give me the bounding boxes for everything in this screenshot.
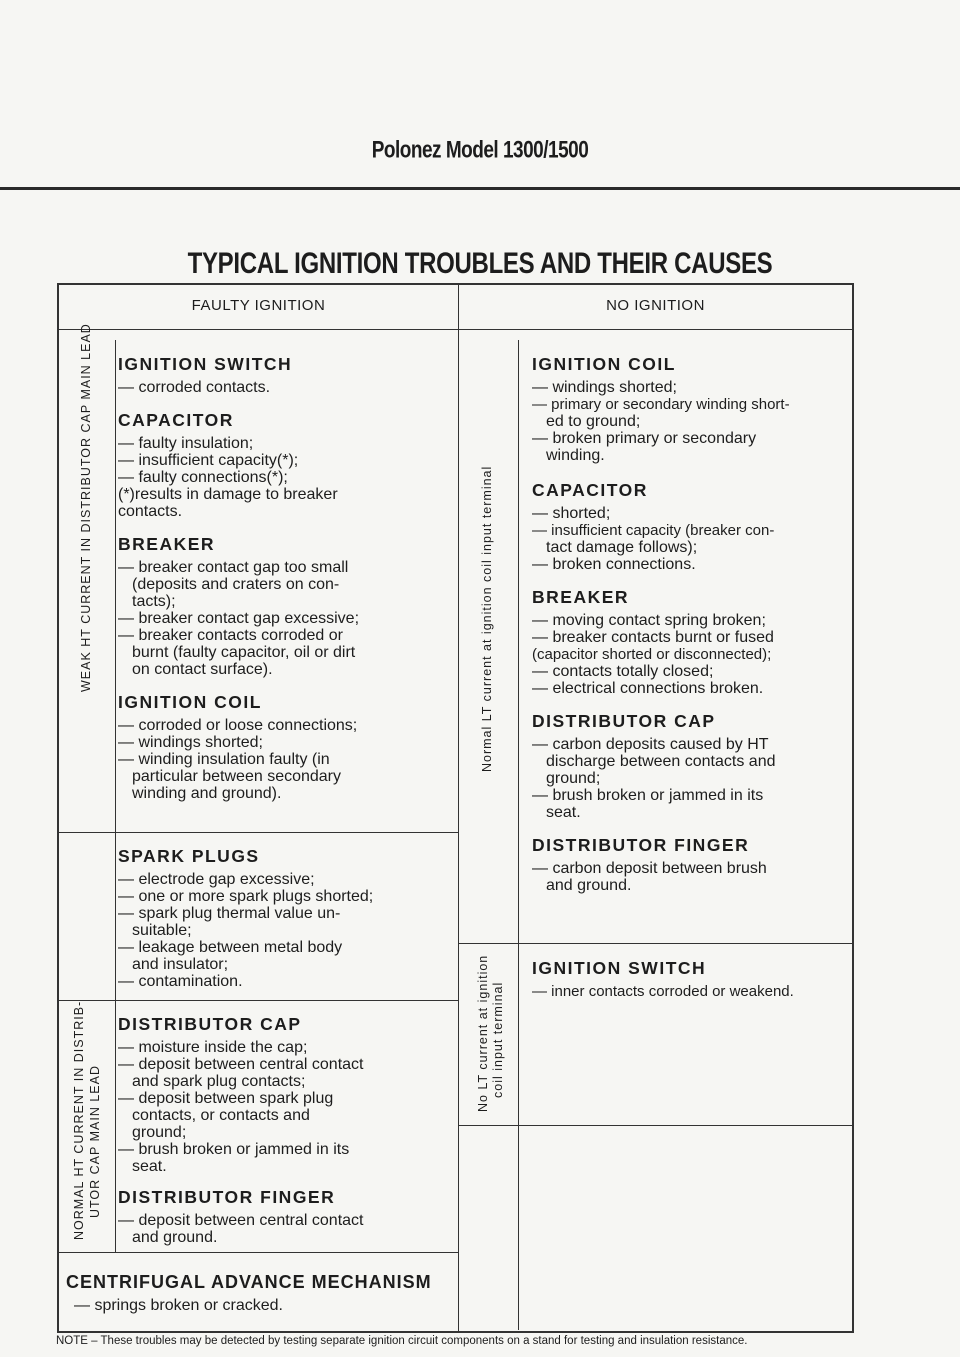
cause-item: contacts. bbox=[118, 503, 183, 520]
left-divider-2 bbox=[59, 1000, 458, 1001]
trouble-group bbox=[118, 1014, 458, 1175]
left-footer-section bbox=[66, 1272, 458, 1314]
cause-item: contacts, or contacts and bbox=[132, 1107, 310, 1124]
cause-item: — breaker contact gap excessive; bbox=[118, 610, 360, 627]
trouble-group bbox=[118, 692, 458, 802]
cause-item: — deposit between central contact bbox=[118, 1212, 364, 1229]
right-top-section bbox=[532, 354, 850, 894]
cause-item: — electrode gap excessive; bbox=[118, 871, 315, 888]
group-heading: IGNITION COIL bbox=[532, 354, 676, 374]
cause-item: ground; bbox=[132, 1124, 187, 1141]
footnote: NOTE – These troubles may be detected by testing separate ignition circuit components on a stand for testing and insulation resistance. bbox=[56, 1335, 748, 1347]
trouble-group bbox=[532, 711, 850, 821]
group-heading: BREAKER bbox=[532, 587, 630, 607]
cause-item: — leakage between metal body bbox=[118, 939, 343, 956]
group-heading: DISTRIBUTOR CAP bbox=[532, 711, 716, 731]
cause-item: — primary or secondary winding short- bbox=[532, 396, 790, 413]
cause-item: — breaker contact gap too small bbox=[118, 559, 349, 576]
cause-item: — deposit between central contact bbox=[118, 1056, 364, 1073]
table-top-border bbox=[57, 283, 854, 285]
table-right-border bbox=[852, 283, 854, 1333]
cause-item: winding and ground). bbox=[132, 785, 282, 802]
cause-item: burnt (faulty capacitor, oil or dirt bbox=[132, 644, 356, 661]
cause-item: seat. bbox=[546, 804, 581, 821]
cause-item: — breaker contacts corroded or bbox=[118, 627, 343, 644]
cause-item: — moisture inside the cap; bbox=[118, 1039, 308, 1056]
cause-item: seat. bbox=[132, 1158, 167, 1175]
right-bottom-section bbox=[532, 958, 850, 1000]
side-label-weak-ht: WEAK HT CURRENT IN DISTRIBUTOR CAP MAIN LEAD bbox=[79, 323, 93, 692]
right-divider-2 bbox=[459, 1125, 852, 1126]
group-heading: CAPACITOR bbox=[118, 410, 234, 430]
trouble-group bbox=[118, 534, 458, 678]
cause-item: suitable; bbox=[132, 922, 192, 939]
cause-item: — winding insulation faulty (in bbox=[118, 751, 330, 768]
group-heading: SPARK PLUGS bbox=[118, 846, 260, 866]
group-heading: DISTRIBUTOR CAP bbox=[118, 1014, 302, 1034]
table-left-border bbox=[57, 283, 59, 1333]
group-heading: IGNITION SWITCH bbox=[118, 354, 293, 374]
cause-item: — spark plug thermal value un- bbox=[118, 905, 341, 922]
column-header-no-ignition: NO IGNITION bbox=[606, 297, 705, 314]
table-bottom-border bbox=[57, 1331, 854, 1333]
cause-item: — windings shorted; bbox=[532, 379, 677, 396]
column-header-faulty: FAULTY IGNITION bbox=[191, 297, 326, 314]
cause-item: — inner contacts corroded or weakend. bbox=[532, 983, 794, 1000]
cause-item: discharge between contacts and bbox=[546, 753, 776, 770]
cause-item: — carbon deposit between brush bbox=[532, 860, 767, 877]
cause-item: and ground. bbox=[546, 877, 632, 894]
left-mid-section bbox=[118, 846, 458, 990]
cause-item: on contact surface). bbox=[132, 661, 273, 678]
header-rule bbox=[0, 187, 960, 190]
trouble-group bbox=[532, 480, 850, 573]
cause-item: particular between secondary bbox=[132, 768, 342, 785]
group-heading: BREAKER bbox=[118, 534, 216, 554]
cause-item: ground; bbox=[546, 770, 601, 787]
trouble-group bbox=[532, 835, 850, 894]
trouble-group bbox=[118, 354, 458, 396]
left-divider-3 bbox=[59, 1252, 458, 1253]
cause-item: ed to ground; bbox=[546, 413, 641, 430]
cause-item: — shorted; bbox=[532, 505, 611, 522]
trouble-group bbox=[118, 846, 458, 990]
group-heading: DISTRIBUTOR FINGER bbox=[118, 1187, 336, 1207]
cause-item: (deposits and craters on con- bbox=[132, 576, 340, 593]
trouble-group bbox=[532, 958, 850, 1000]
group-heading: IGNITION COIL bbox=[118, 692, 262, 712]
cause-item: — breaker contacts burnt or fused bbox=[532, 629, 774, 646]
right-label-divider bbox=[518, 340, 519, 1330]
cause-item: — contacts totally closed; bbox=[532, 663, 714, 680]
cause-item: — insufficient capacity (breaker con- bbox=[532, 522, 775, 539]
group-heading: CENTRIFUGAL ADVANCE MECHANISM bbox=[66, 1272, 432, 1292]
header-row-divider bbox=[57, 329, 854, 330]
side-label-normal-ht-2: UTOR CAP MAIN LEAD bbox=[88, 1065, 102, 1218]
page-title: TYPICAL IGNITION TROUBLES AND THEIR CAUSES bbox=[187, 246, 773, 281]
cause-item: — insufficient capacity(*); bbox=[118, 452, 299, 469]
side-label-normal-ht-1: NORMAL HT CURRENT IN DISTRIB- bbox=[72, 1000, 86, 1240]
trouble-group bbox=[532, 354, 850, 464]
group-heading: CAPACITOR bbox=[532, 480, 648, 500]
cause-item: (capacitor shorted or disconnected); bbox=[532, 646, 772, 663]
cause-item: tacts); bbox=[132, 593, 176, 610]
side-label-no-lt-1: No LT current at ignition bbox=[476, 954, 490, 1112]
cause-item: — broken primary or secondary bbox=[532, 430, 757, 447]
trouble-group bbox=[532, 587, 850, 697]
cause-item: — springs broken or cracked. bbox=[74, 1297, 283, 1314]
cause-item: winding. bbox=[546, 447, 605, 464]
cause-item: and ground. bbox=[132, 1229, 218, 1246]
cause-item: tact damage follows); bbox=[546, 539, 698, 556]
cause-item: — windings shorted; bbox=[118, 734, 263, 751]
group-heading: DISTRIBUTOR FINGER bbox=[532, 835, 750, 855]
cause-item: (*)results in damage to breaker bbox=[118, 486, 338, 503]
cause-item: and spark plug contacts; bbox=[132, 1073, 306, 1090]
left-label-divider bbox=[115, 340, 116, 1252]
left-divider-1 bbox=[59, 832, 458, 833]
cause-item: — corroded or loose connections; bbox=[118, 717, 358, 734]
trouble-group bbox=[118, 410, 458, 520]
cause-item: — faulty connections(*); bbox=[118, 469, 288, 486]
left-bottom-section bbox=[118, 1014, 458, 1246]
cause-item: — carbon deposits caused by HT bbox=[532, 736, 769, 753]
cause-item: — brush broken or jammed in its bbox=[118, 1141, 350, 1158]
side-label-normal-lt: Normal LT current at ignition coil input terminal bbox=[480, 465, 494, 772]
group-heading: IGNITION SWITCH bbox=[532, 958, 707, 978]
cause-item: — moving contact spring broken; bbox=[532, 612, 766, 629]
cause-item: — contamination. bbox=[118, 973, 243, 990]
cause-item: — brush broken or jammed in its bbox=[532, 787, 764, 804]
header-model-title: Polonez Model 1300/1500 bbox=[371, 137, 589, 164]
cause-item: — one or more spark plugs shorted; bbox=[118, 888, 374, 905]
cause-item: — broken connections. bbox=[532, 556, 696, 573]
cause-item: — corroded contacts. bbox=[118, 379, 271, 396]
cause-item: and insulator; bbox=[132, 956, 229, 973]
side-label-no-lt-2: coil input terminal bbox=[491, 981, 505, 1098]
cause-item: — deposit between spark plug bbox=[118, 1090, 334, 1107]
left-top-section bbox=[118, 354, 458, 802]
center-divider bbox=[458, 283, 459, 1333]
right-divider-1 bbox=[459, 943, 852, 944]
cause-item: — electrical connections broken. bbox=[532, 680, 764, 697]
cause-item: — faulty insulation; bbox=[118, 435, 254, 452]
trouble-group bbox=[118, 1187, 458, 1246]
